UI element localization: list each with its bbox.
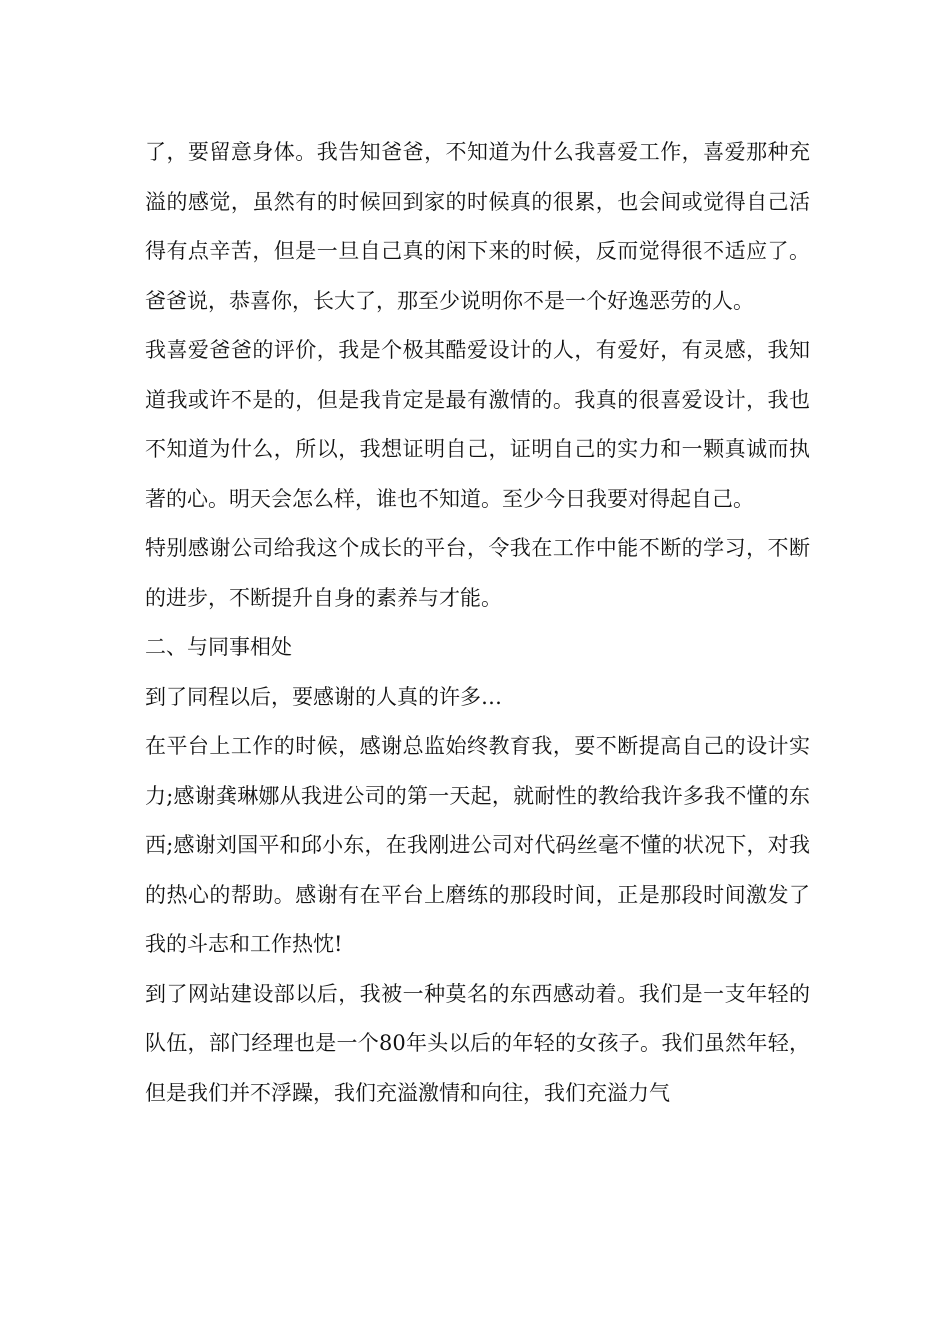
document-body	[145, 128, 810, 1118]
paragraph-5: 在平台上工作的时候，感谢总监始终教育我，要不断提高自己的设计实力;感谢龚琳娜从我进公司的第一天起，就耐性的教给我许多我不懂的东西;感谢刘国平和邱小东，在我刚进公司对代码丝毫不懂的状况下，对我的热心的帮助。感谢有在平台上磨练的那段时间，正是那段时间激发了我的斗志和工作热忱!	[145, 734, 810, 956]
section-heading: 二、与同事相处	[145, 635, 292, 659]
paragraph-6: 到了网站建设部以后，我被一种莫名的东西感动着。我们是一支年轻的队伍，部门经理也是一个80年头以后的年轻的女孩子。我们虽然年轻，但是我们并不浮躁，我们充溢激情和向往，我们充溢力气	[145, 981, 810, 1105]
paragraph-1: 了，要留意身体。我告知爸爸，不知道为什么我喜爱工作，喜爱那种充溢的感觉，虽然有的时候回到家的时候真的很累，也会间或觉得自己活得有点辛苦，但是一旦自己真的闲下来的时候，反而觉得很不适应了。爸爸说，恭喜你，长大了，那至少说明你不是一个好逸恶劳的人。	[145, 140, 810, 313]
paragraph-4: 到了同程以后，要感谢的人真的许多…	[145, 684, 502, 709]
paragraph-2: 我喜爱爸爸的评价，我是个极其酷爱设计的人，有爱好，有灵感，我知道我或许不是的，但是我肯定是最有激情的。我真的很喜爱设计，我也不知道为什么，所以，我想证明自己，证明自己的实力和一颗真诚而执著的心。明天会怎么样，谁也不知道。至少今日我要对得起自己。	[145, 338, 810, 511]
paragraph-3: 特别感谢公司给我这个成长的平台，令我在工作中能不断的学习，不断的进步，不断提升自身的素养与才能。	[145, 536, 810, 610]
